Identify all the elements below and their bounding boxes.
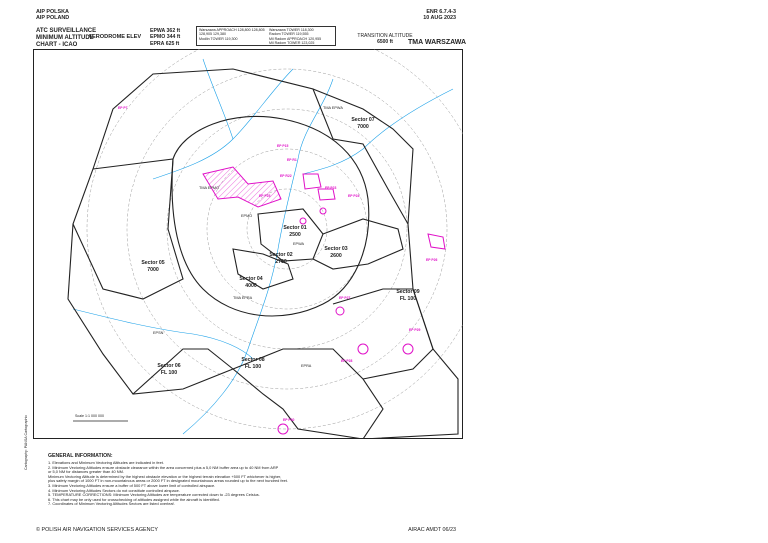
chart-title-line-3: CHART - ICAO: [36, 42, 78, 48]
country-line-1: AIP POLSKA: [36, 9, 69, 15]
footer-agency: [36, 527, 158, 533]
restricted-area-label: EP P27: [339, 296, 351, 300]
note-line: 6. This chart may be only used for crosschecking of altitudes assigned while the aircraft is identified.: [48, 496, 220, 502]
aip-header-left: [36, 9, 69, 21]
aip-header-right: [423, 9, 456, 21]
restricted-area: [300, 218, 306, 224]
range-rings: [87, 49, 463, 429]
note-line: 7. Coordinates of Minimum Vectoring Altitudes Sectors are listed overleaf.: [48, 501, 175, 507]
restricted-area-label: EP P15: [277, 144, 289, 148]
place-label: EPMO: [241, 214, 253, 218]
sector-09-name: Sector 09: [396, 289, 420, 295]
transition-altitude-value: 6500 ft: [377, 39, 393, 45]
sector-05-alt: 7000: [147, 267, 159, 273]
rivers: [73, 59, 453, 434]
note-line: 1. Elevations and Minimum Vectoring Altitudes are indicated in feet.: [48, 460, 164, 465]
sector-08-alt: FL 100: [244, 364, 262, 370]
sector-06-alt: FL 100: [160, 370, 178, 376]
sector-02-alt: 2700: [275, 259, 287, 265]
sector-03-name: Sector 03: [324, 246, 348, 252]
sector-07-name: Sector 07: [351, 117, 375, 123]
sector-boundaries: [68, 69, 458, 439]
notes-title: GENERAL INFORMATION:: [48, 453, 113, 459]
elevation-row: EPMO 344 ft: [150, 34, 181, 41]
footer-amendment: AIRAC AMDT 06/23: [408, 527, 456, 533]
restricted-area-label: EP P24: [348, 194, 360, 198]
restricted-area: [303, 174, 321, 189]
restricted-area: [358, 344, 368, 354]
restricted-area-label: EP P7: [118, 106, 128, 110]
tma-label: TMA EPMO: [199, 186, 220, 190]
tma-label: TMA EPWA: [323, 106, 343, 110]
tma-name: TMA WARSZAWA: [408, 39, 467, 46]
note-line: 3. Minimum Vectoring Altitudes ensure a buffer of 500 FT above lower limit of controlled airspace.: [48, 482, 216, 488]
sector-06-name: Sector 06: [157, 363, 181, 369]
place-label: EPSN: [153, 331, 164, 335]
restricted-area-label: EP R22: [280, 174, 292, 178]
place-label: EPRA: [301, 364, 312, 368]
aerodrome-elevation-table: [150, 28, 180, 47]
restricted-area: [428, 234, 445, 249]
sector-09-alt: FL 100: [399, 296, 417, 302]
copyright-icon: ©: [36, 527, 40, 533]
restricted-area-label: EP P30: [283, 418, 295, 422]
frequency-box: [196, 26, 336, 46]
note-line: or 5,0 NM for distances greater than 40 NM.: [48, 469, 124, 475]
transition-altitude-label: TRANSITION ALTITUDE: [357, 33, 413, 39]
scale-bar: [73, 414, 128, 421]
place-label: EPWA: [293, 242, 305, 246]
sector-03-alt: 2600: [330, 253, 342, 259]
river-narew: [153, 69, 293, 179]
place-labels: [153, 106, 343, 368]
sector-02-name: Sector 02: [269, 252, 293, 258]
aerodrome-elevation-label: AERODROME ELEV: [88, 34, 142, 40]
cartography-credit: Cartography: PANSA Cartographic: [24, 414, 28, 470]
tma-label: TMA EPRA: [233, 296, 253, 300]
note-line: 4. Minimum Vectoring Altitudes Sectors do not constitute controlled airspace.: [48, 487, 180, 493]
note-line: 5. TEMPERATURE CORRECTIONS: Minimum Vectoring Altitudes are temperature corrected down to -23 degrees Celsius.: [48, 492, 260, 498]
note-line: Minimum Vectoring Altitude is determined by the highest obstacle elevation or the highest terrain elevation +500 FT whichever is higher,: [48, 473, 282, 479]
sector-labels: [141, 117, 419, 376]
sector-08-name: Sector 08: [241, 357, 265, 363]
note-line: 2. Minimum Vectoring Altitudes ensure obstacle clearance within the area concerned plus a 5,0 NM buffer area up to 40 NM from ARP: [48, 464, 279, 470]
sector-01-name: Sector 01: [283, 225, 307, 231]
restricted-area: [318, 189, 335, 200]
restricted-area-label: EP P25: [259, 194, 271, 198]
sector-05-name: Sector 05: [141, 260, 165, 266]
sector-03-boundary: [313, 219, 403, 269]
elevation-row: EPRA 625 ft: [150, 40, 180, 47]
page-reference: ENR 6.7.4-3: [426, 9, 456, 15]
sector-04-alt: 4000: [245, 283, 257, 289]
general-information: [48, 453, 468, 507]
sector-07-alt: 7000: [357, 124, 369, 130]
sector-09-boundary: [333, 289, 433, 379]
restricted-area: [336, 307, 344, 315]
country-line-2: AIP POLAND: [36, 15, 70, 22]
footer-agency-name: POLISH AIR NAVIGATION SERVICES AGENCY: [41, 527, 159, 533]
restricted-area-label: EP P29: [409, 328, 421, 332]
elevation-row: EPWA 362 ft: [150, 28, 181, 34]
restricted-area-label: EP P23: [325, 186, 337, 190]
river-bug: [303, 89, 453, 174]
scale-label: Scale 1:1 000 000: [75, 414, 104, 418]
note-line: plus safety margin of 1000 FT in non-mountainous areas or 2000 FT in designated mountainous areas rounded up to the next hundred feet.: [48, 478, 288, 484]
restricted-area-label: EP P26: [426, 258, 438, 262]
frequency-column-2: Warszawa TOWER 118,300 Radom TOWER 119,555 Mil Radom APPROACH 120,955 Mil Radom TOWER 123,025: [269, 28, 322, 45]
chart-title-line-1: ATC SURVEILLANCE: [36, 28, 97, 34]
restricted-area-label: EP P28: [341, 359, 353, 363]
restricted-area-label: EP R1: [287, 158, 297, 162]
sector-01-alt: 2500: [289, 232, 301, 238]
frequency-column-1: Warszawa APPROACH 128,800 128,805 128,905 129,380 Modlin TOWER 119,300: [199, 28, 265, 41]
mva-map: [33, 49, 463, 439]
sector-06-boundary: [133, 349, 233, 394]
restricted-area: [403, 344, 413, 354]
sector-04-name: Sector 04: [239, 276, 263, 282]
publication-date: 10 AUG 2023: [423, 15, 456, 22]
chart-title-line-2: MINIMUM ALTITUDE: [36, 35, 94, 41]
